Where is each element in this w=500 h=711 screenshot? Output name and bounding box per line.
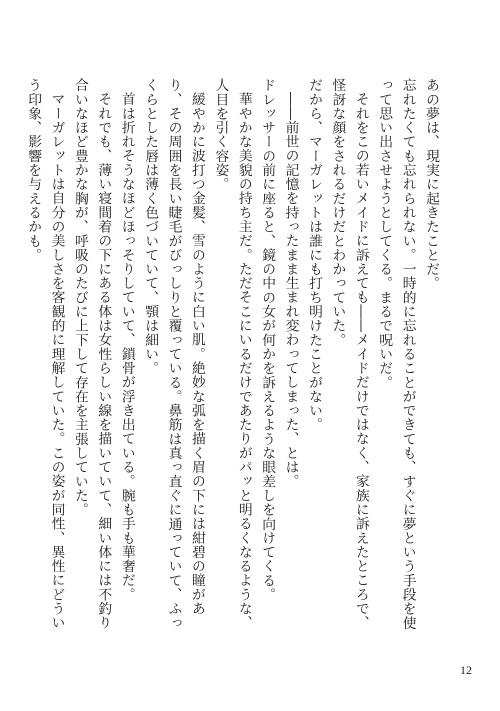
paragraph-3: それをこの若いメイドに訴えても――メイドだけではなく、家族に訴えたところで、怪訝な顔をされるだけだとわかっていた。 <box>329 78 369 630</box>
page-number: 12 <box>460 663 472 677</box>
vertical-text-body <box>25 78 442 634</box>
paragraph-7: 華やかな美貌の持ち主だ。ただそこにいるだけであたりがパッと明るくなるような、人目を引く容姿。 <box>212 78 252 630</box>
paragraph-8: 緩やかに波打つ金髪、雪のように白い肌。絶妙な弧を描く眉の下には紺碧の瞳があり、その周囲を長い睫毛がびっしりと覆っている。鼻筋は真っ直ぐに通っていて、ふっくらとした唇は薄く色づいていて、顎は細い。 <box>142 78 205 630</box>
paragraph-6: ドレッサーの前に座ると、鏡の中の女が何かを訴えるような眼差しを向けてくる。 <box>259 78 276 602</box>
paragraph-4: だから、マーガレットは誰にも打ち明けたことがない。 <box>305 78 322 432</box>
paragraph-5: ――前世の記憶を持ったまま生まれ変わってしまった、とは。 <box>282 91 299 488</box>
paragraph-10: それでも、薄い寝間着の下にある体は女性らしい線を描いていて、細い体には不釣り合いなほど豊かな胸が、呼吸のたびに上下して存在を主張していた。 <box>71 78 112 630</box>
paragraph-11: マーガレットは自分の美しさを客観的に理解していた。この姿が同性、異性にどういう印象、影響を与えるかも。 <box>25 78 65 630</box>
paragraph-9: 首は折れそうなほどほっそりしていて、鎖骨が浮き出ている。腕も手も華奢だ。 <box>118 91 135 602</box>
paragraph-2: 忘れたくても忘れられない。一時的に忘れることができても、すぐに夢という手段を使って思い出させようとしてくる。まるで呪いだ。 <box>376 78 416 630</box>
paragraph-1: あの夢は、現実に起きたことだ。 <box>423 78 439 291</box>
